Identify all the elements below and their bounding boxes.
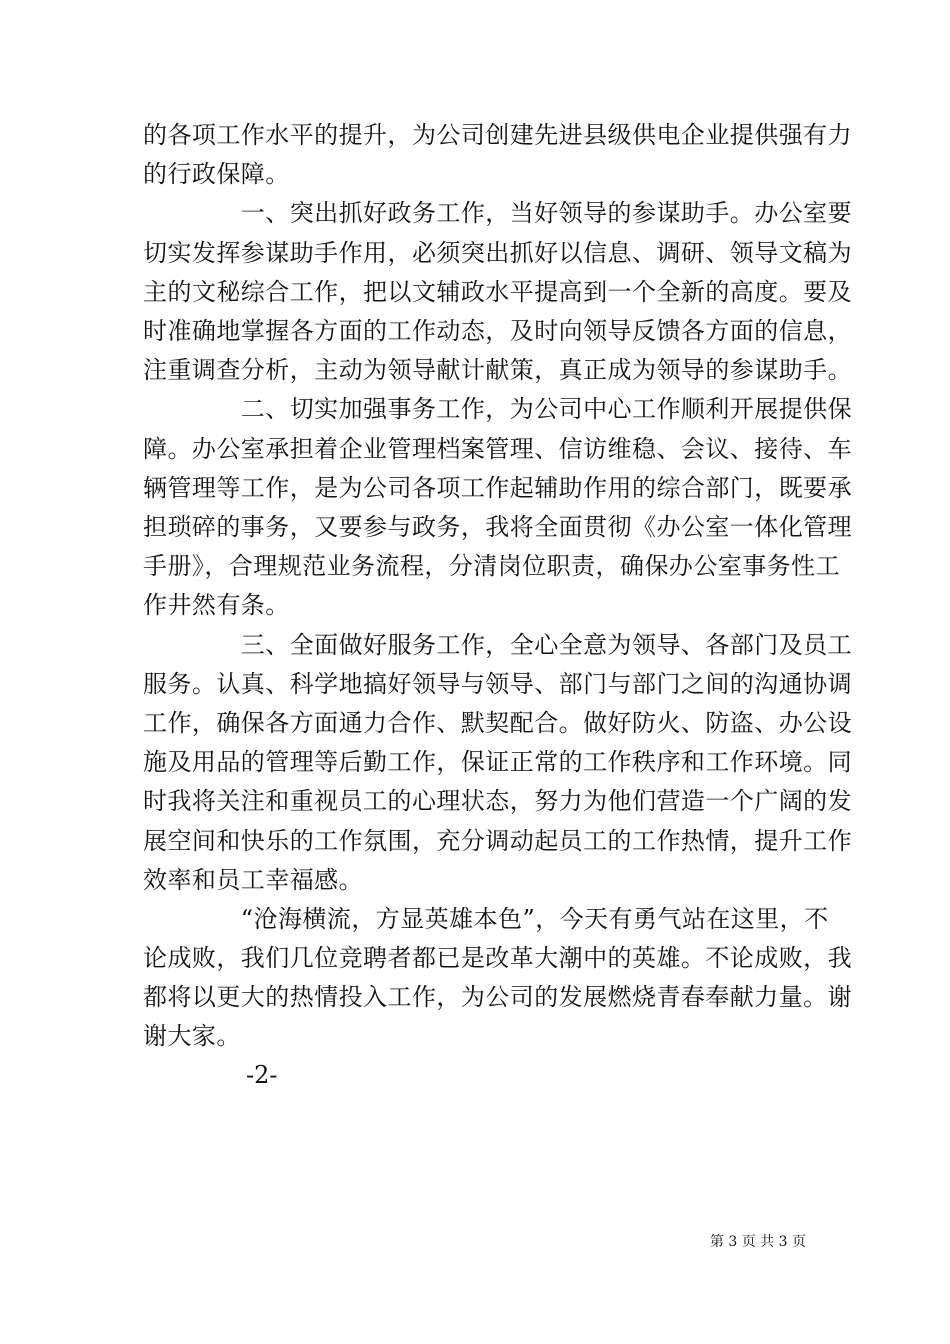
body-text-line: 辆管理等工作，是为公司各项工作起辅助作用的综合部门，既要承 bbox=[143, 474, 853, 502]
body-text-line: 担琐碎的事务，又要参与政务，我将全面贯彻《办公室一体化管理 bbox=[143, 513, 853, 541]
body-text-line: 手册》，合理规范业务流程，分清岗位职责，确保办公室事务性工 bbox=[143, 552, 841, 580]
body-text-line: 工作，确保各方面通力合作、默契配合。做好防火、防盗、办公设 bbox=[143, 709, 853, 737]
body-text-line: 效率和员工幸福感。 bbox=[143, 866, 364, 894]
body-text-line: 的行政保障。 bbox=[143, 160, 290, 188]
body-text-line: 施及用品的管理等后勤工作，保证正常的工作秩序和工作环境。同 bbox=[143, 748, 853, 776]
body-text-line: 主的文秘综合工作，把以文辅政水平提高到一个全新的高度。要及 bbox=[143, 278, 853, 306]
body-text-line: 谢大家。 bbox=[143, 1022, 241, 1050]
body-text-line: 论成败，我们几位竞聘者都已是改革大潮中的英雄。不论成败，我 bbox=[143, 944, 853, 972]
page-footer: 第 3 页 共 3 页 bbox=[709, 1234, 806, 1250]
body-text-line: 时准确地掌握各方面的工作动态，及时向领导反馈各方面的信息， bbox=[143, 317, 853, 345]
body-text-line: 的各项工作水平的提升，为公司创建先进县级供电企业提供强有力 bbox=[143, 121, 853, 149]
body-text-line: 切实发挥参谋助手作用，必须突出抓好以信息、调研、领导文稿为 bbox=[143, 239, 853, 267]
body-text-line: 服务。认真、科学地搞好领导与领导、部门与部门之间的沟通协调 bbox=[143, 670, 853, 698]
body-text-line: 作井然有条。 bbox=[143, 591, 290, 619]
body-text-line: 一、突出抓好政务工作，当好领导的参谋助手。办公室要 bbox=[143, 199, 853, 227]
body-text-line: 二、切实加强事务工作，为公司中心工作顺利开展提供保 bbox=[143, 395, 853, 423]
body-text-line: 都将以更大的热情投入工作，为公司的发展燃烧青春奉献力量。谢 bbox=[143, 983, 853, 1011]
page-marker: -2- bbox=[246, 1061, 278, 1089]
body-text-line: 时我将关注和重视员工的心理状态，努力为他们营造一个广阔的发 bbox=[143, 787, 853, 815]
body-text-line: 障。办公室承担着企业管理档案管理、信访维稳、会议、接待、车 bbox=[143, 435, 853, 463]
body-text-line: 注重调查分析，主动为领导献计献策，真正成为领导的参谋助手。 bbox=[143, 356, 853, 384]
body-text-line: “沧海横流，方显英雄本色”，今天有勇气站在这里，不 bbox=[143, 905, 829, 933]
body-text-line: 三、全面做好服务工作，全心全意为领导、各部门及员工 bbox=[143, 631, 853, 659]
body-text-line: 展空间和快乐的工作氛围，充分调动起员工的工作热情，提升工作 bbox=[143, 827, 853, 855]
